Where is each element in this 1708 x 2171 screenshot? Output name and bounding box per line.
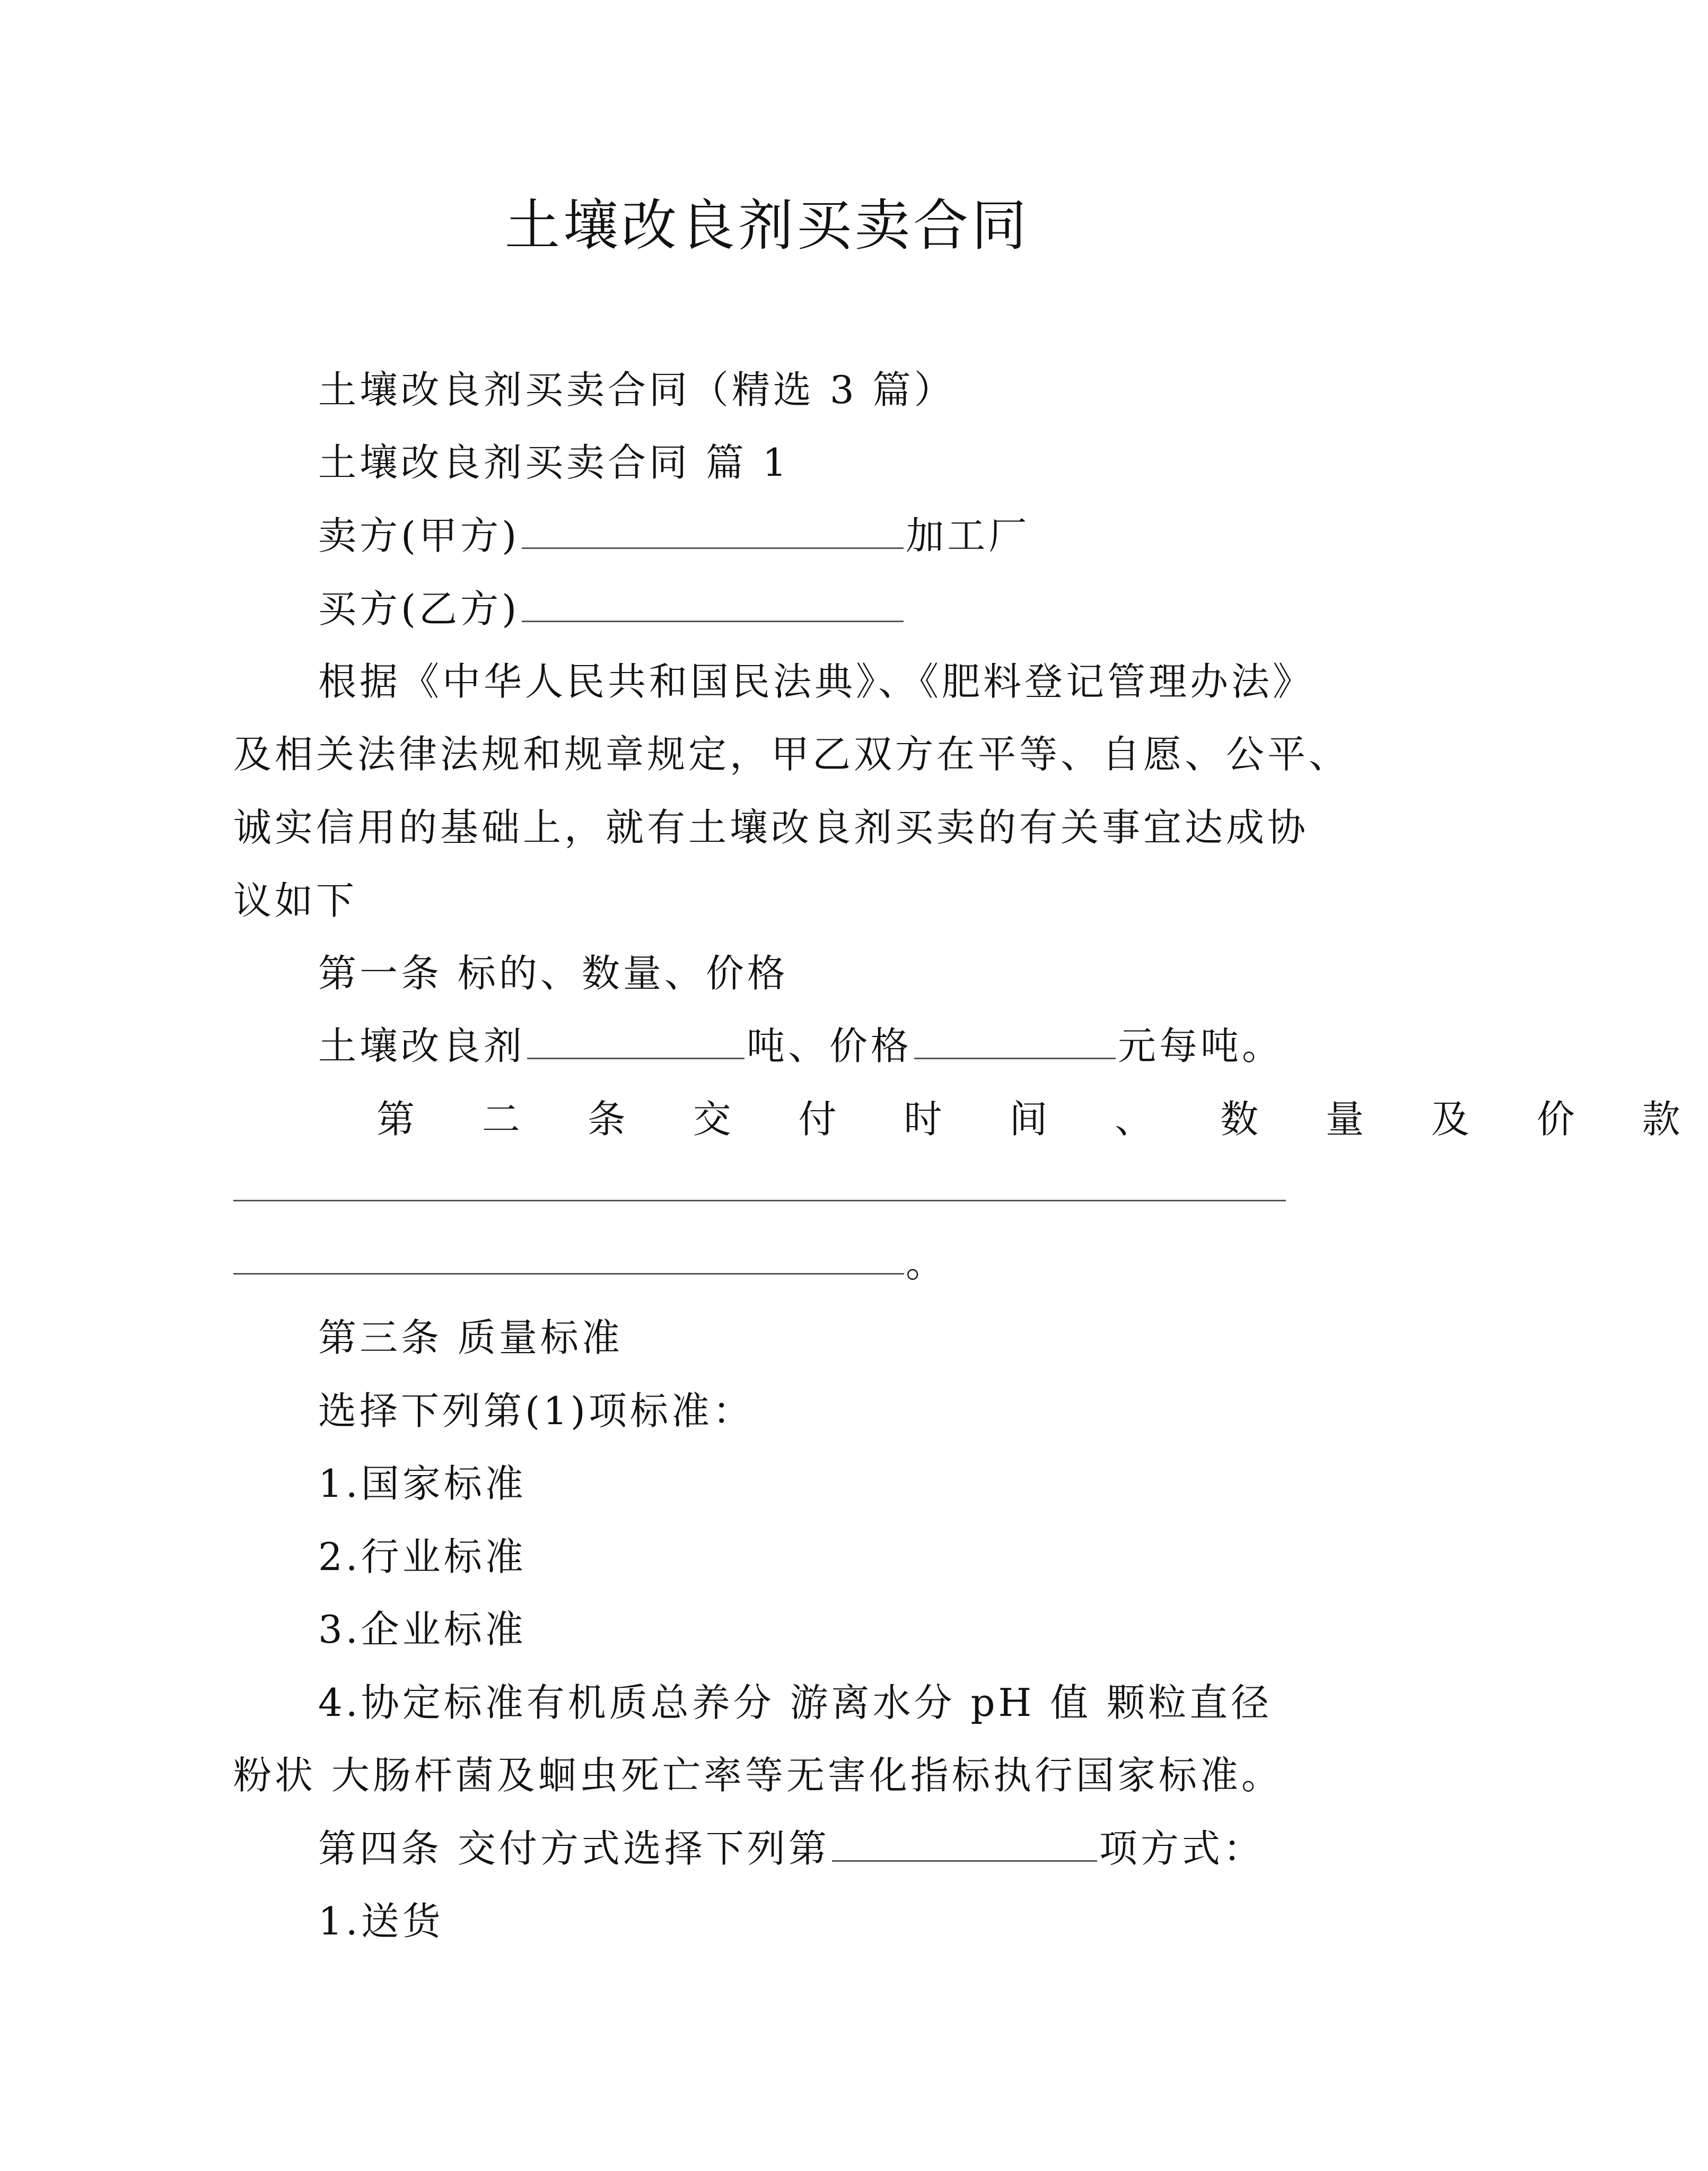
standard-option-3: 3.企业标准 [318, 1607, 527, 1652]
standard-option-2: 2.行业标准 [318, 1534, 527, 1579]
preamble-line-3: 诚实信用的基础上，就有土壤改良剂买卖的有关事宜达成协 [233, 805, 1309, 850]
buyer-label: 买方(乙方) [318, 587, 520, 631]
delivery-option-1: 1.送货 [318, 1899, 444, 1943]
seller-label: 卖方(甲方) [318, 513, 520, 558]
price-blank[interactable] [914, 1026, 1116, 1059]
article-4-title-b: 项方式： [1099, 1826, 1265, 1871]
article-2-blank-line-2[interactable] [233, 1273, 904, 1275]
article-1-item: 土壤改良剂 [318, 1024, 525, 1068]
quantity-blank[interactable] [527, 1026, 744, 1059]
article-1-title: 第一条 标的、数量、价格 [318, 951, 789, 996]
article-3-select: 选择下列第(1)项标准： [318, 1389, 754, 1433]
preamble-line-1: 根据《中华人民共和国民法典》、《肥料登记管理办法》 [318, 659, 1315, 704]
document-title: 土壤改良剂买卖合同 [504, 193, 1030, 258]
article-1-line [318, 1019, 1283, 1073]
article-1-mid: 吨、价格 [747, 1024, 913, 1068]
standard-option-4-line-1: 4.协定标准有机质总养分 游离水分 pH 值 颗粒直径 [318, 1680, 1273, 1725]
seller-suffix: 加工厂 [906, 513, 1030, 558]
preamble-line-2: 及相关法律法规和规章规定，甲乙双方在平等、自愿、公平、 [233, 732, 1351, 777]
preamble-line-4: 议如下 [233, 878, 358, 923]
seller-name-blank[interactable] [522, 516, 904, 549]
buyer-line [318, 582, 906, 635]
article-3-title: 第三条 质量标准 [318, 1315, 623, 1360]
article-2-title: 第 二 条 交 付 时 间 、 数 量 及 价 款 [376, 1097, 1708, 1141]
article-4-title [318, 1822, 1265, 1875]
delivery-method-blank[interactable] [832, 1828, 1097, 1862]
buyer-name-blank[interactable] [522, 589, 904, 622]
article-4-title-a: 第四条 交付方式选择下列第 [318, 1826, 830, 1871]
article-2-end: 。 [906, 1241, 944, 1286]
standard-option-1: 1.国家标准 [318, 1461, 527, 1506]
article-2-blank-line-1[interactable] [233, 1200, 1286, 1201]
standard-option-4-line-2: 粉状 大肠杆菌及蛔虫死亡率等无害化指标执行国家标准。 [233, 1753, 1283, 1798]
article-1-end: 元每吨。 [1118, 1024, 1284, 1068]
subtitle: 土壤改良剂买卖合同（精选 3 篇） [318, 368, 956, 412]
seller-line [318, 509, 1030, 562]
part-heading: 土壤改良剂买卖合同 篇 1 [318, 440, 790, 485]
